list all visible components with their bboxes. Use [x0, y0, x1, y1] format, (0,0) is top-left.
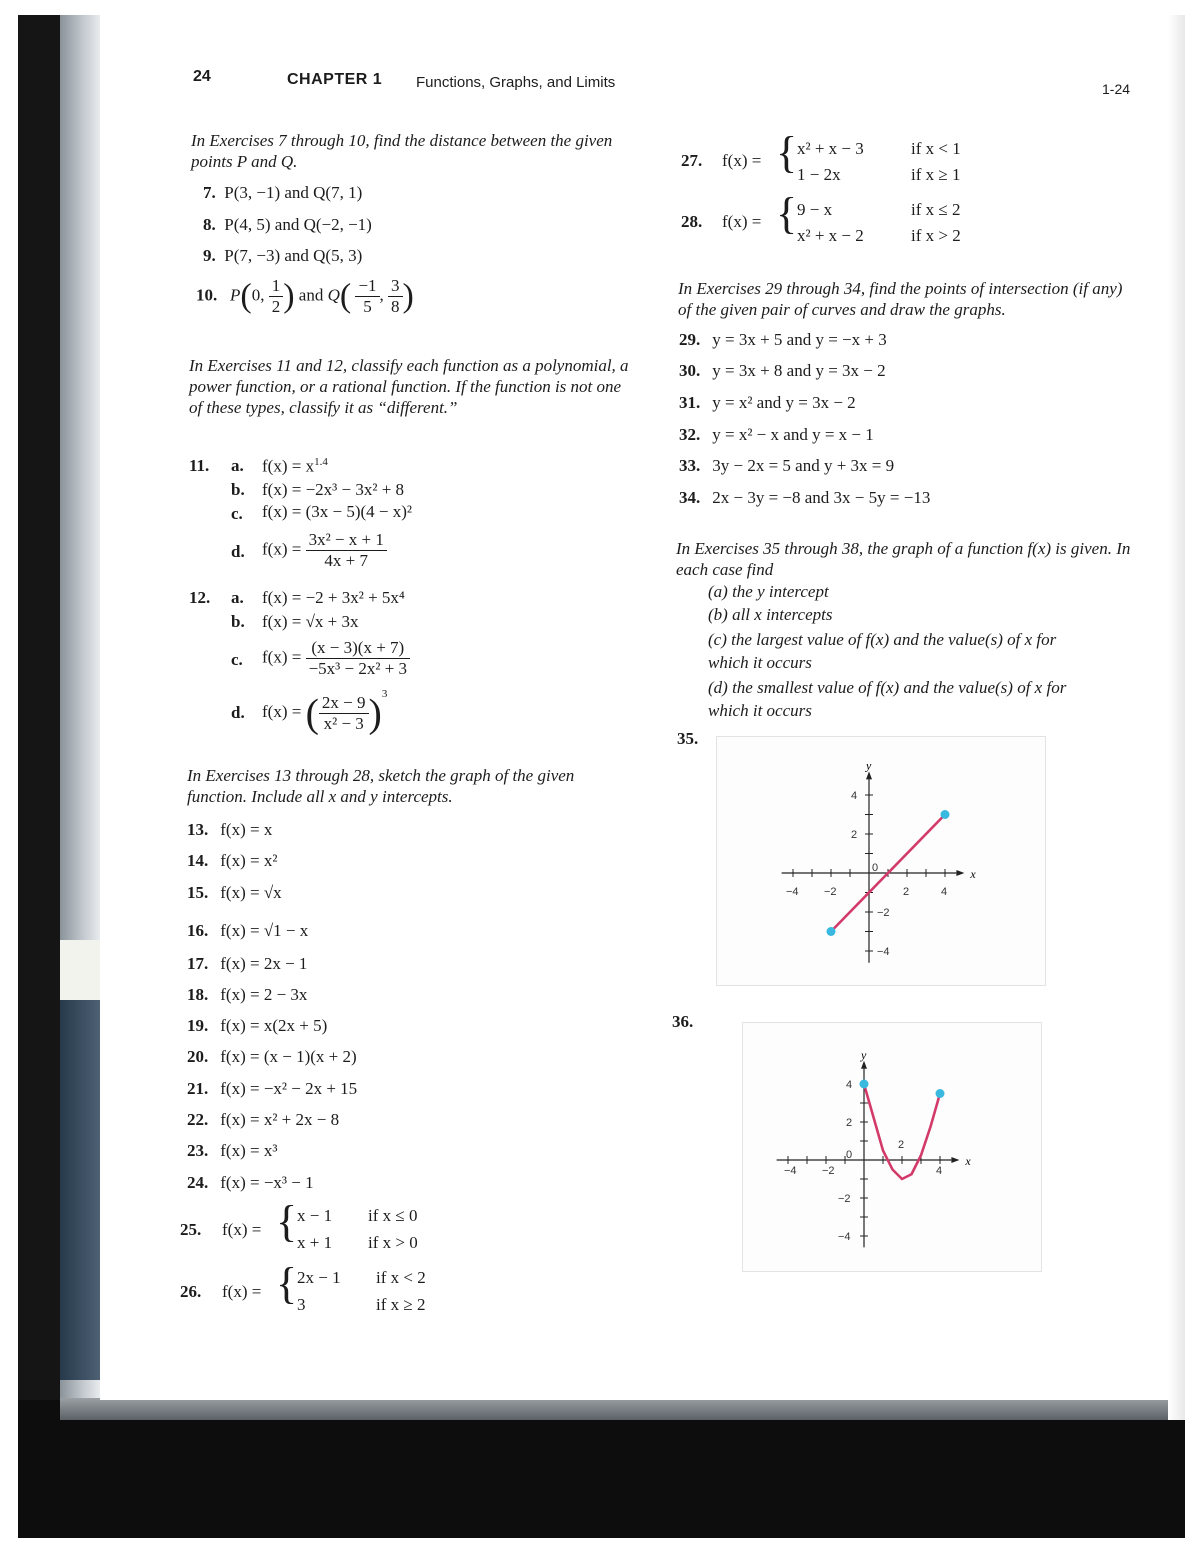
exercise-text: f(x) = (x − 1)(x + 2)	[220, 1047, 357, 1066]
graph-35-frame	[716, 736, 1046, 986]
exercise-12b-label: b.	[231, 612, 245, 631]
exercise-text: f(x) = x	[220, 820, 273, 839]
instruction-part: (c) the largest value of f(x) and the value(s) of x for	[708, 630, 1057, 649]
instruction-part: (a) the y intercept	[708, 582, 829, 601]
exercise-28-cond1: if x ≤ 2	[911, 200, 961, 219]
exercise-8: 8. P(4, 5) and Q(−2, −1)	[203, 215, 372, 234]
exercise-number: 16.	[187, 921, 209, 940]
exercise-number: 19.	[187, 1016, 209, 1035]
page-edge	[1168, 15, 1185, 1420]
instruction-part: which it occurs	[708, 653, 812, 672]
book-spine-highlight	[60, 940, 100, 1000]
y-tick-label: 2	[846, 1117, 853, 1129]
exercise-31	[679, 393, 856, 413]
exercise-number: 34.	[679, 488, 701, 507]
exercise-11c: f(x) = (3x − 5)(4 − x)²	[262, 502, 412, 521]
exercise-25-case1: x − 1	[297, 1206, 333, 1225]
y-tick-label: 0	[872, 862, 879, 874]
y-tick-label: −2	[877, 907, 890, 919]
instruction-part: (d) the smallest value of f(x) and the value(s) of x for	[708, 678, 1067, 697]
exercise-27-case2: 1 − 2x	[797, 165, 841, 184]
exercise-11d-label: d.	[231, 542, 245, 561]
x-axis-label: x	[965, 1154, 971, 1168]
exercise-11b-label: b.	[231, 480, 245, 499]
exercise-26-case2: 3	[297, 1295, 306, 1314]
exercise-26-cond1: if x < 2	[376, 1268, 426, 1287]
exercise-7: 7. P(3, −1) and Q(7, 1)	[203, 183, 363, 202]
chapter-title: Functions, Graphs, and Limits	[416, 74, 616, 91]
exercise-11-number: 11.	[189, 456, 210, 475]
exercise-25-number: 25.	[180, 1220, 202, 1239]
exercise-11a: $f(x) = x^{1.4}$	[262, 456, 328, 476]
exercise-12-number: 12.	[189, 588, 211, 607]
exercise-9: 9. P(7, −3) and Q(5, 3)	[203, 246, 363, 265]
instructions-29-34: In Exercises 29 through 34, find the points of intersection (if any) of the given pair of curves and draw the graphs.	[678, 279, 1123, 319]
exercise-12c: f(x) = $\frac{(x - 3)(x + 7)}{\text{−5x³ − 2x² + 3}}$	[262, 638, 410, 679]
exercise-text: f(x) = 2x − 1	[220, 954, 308, 973]
exercise-28-cond2: if x > 2	[911, 226, 961, 245]
exercise-26-brace: {	[276, 1259, 298, 1308]
scan-margin	[0, 0, 18, 1553]
exercise-27-brace: {	[776, 128, 798, 177]
exercise-number: 22.	[187, 1110, 209, 1129]
exercise-28-lhs: f(x) =	[722, 212, 762, 231]
chapter-label: CHAPTER 1	[287, 71, 383, 88]
exercise-number: 33.	[679, 456, 701, 475]
instructions-35-38: In Exercises 35 through 38, the graph of a function f(x) is given. In each case find	[676, 539, 1131, 579]
endpoint-dot	[860, 1080, 869, 1089]
x-tick-label: −2	[822, 1165, 835, 1177]
exercise-34	[679, 488, 930, 508]
exercise-text: f(x) = x² + 2x − 8	[220, 1110, 340, 1129]
exercise-number: 14.	[187, 851, 209, 870]
exercise-23	[187, 1141, 277, 1161]
exercise-12a: f(x) = −2 + 3x² + 5x⁴	[262, 588, 405, 607]
exercise-12a-label: a.	[231, 588, 244, 607]
exercise-26-lhs: f(x) =	[222, 1282, 262, 1301]
exercise-36-number: 36.	[672, 1012, 694, 1031]
y-tick-label: 4	[846, 1079, 853, 1091]
x-tick-label: 4	[941, 886, 948, 898]
scan-bottom-shadow	[18, 1400, 1185, 1538]
function-curve	[864, 1084, 943, 1179]
exercise-27-lhs: f(x) =	[722, 151, 762, 170]
exercise-text: f(x) = −x³ − 1	[220, 1173, 314, 1192]
exercise-text: f(x) = x(2x + 5)	[220, 1016, 328, 1035]
exercise-text: 3y − 2x = 5 and y + 3x = 9	[712, 456, 895, 475]
exercise-number: 23.	[187, 1141, 209, 1160]
exercise-33	[679, 456, 894, 476]
y-axis-label: y	[866, 758, 872, 773]
exercise-11b: f(x) = −2x³ − 3x² + 8	[262, 480, 405, 499]
y-axis-arrow	[861, 1061, 867, 1069]
exercise-number: 29.	[679, 330, 701, 349]
exercise-text: y = 3x + 5 and y = −x + 3	[712, 330, 887, 349]
x-axis-arrow	[951, 1157, 959, 1163]
exercise-number: 30.	[679, 361, 701, 380]
x-tick-label: −4	[786, 886, 799, 898]
endpoint-dot	[941, 810, 950, 819]
exercise-11d: f(x) = $\frac{\text{3x² − x + 1}}{4x + 7}$	[262, 530, 387, 571]
exercise-number: 24.	[187, 1173, 209, 1192]
exercise-26-number: 26.	[180, 1282, 202, 1301]
exercise-25-cond1: if x ≤ 0	[368, 1206, 418, 1225]
y-axis-label: y	[861, 1047, 867, 1062]
exercise-19	[187, 1016, 327, 1036]
graph-35	[717, 737, 1045, 985]
exercise-12d-label: d.	[231, 703, 245, 722]
exercise-12c-label: c.	[231, 650, 243, 669]
exercise-27-cond2: if x ≥ 1	[911, 165, 961, 184]
exercise-25-lhs: f(x) =	[222, 1220, 262, 1239]
x-tick-label: −4	[784, 1165, 797, 1177]
exercise-12d: f(x) = ( $\frac{2x - 9}{\text{x² − 3}}$ )$^3$	[262, 688, 388, 736]
exercise-16	[187, 921, 308, 941]
endpoint-dot	[936, 1089, 945, 1098]
x-tick-label: 4	[936, 1165, 943, 1177]
scan-shadow	[18, 15, 62, 1445]
exercise-text: f(x) = √1 − x	[220, 921, 309, 940]
exercise-number: 32.	[679, 425, 701, 444]
y-tick-label: −4	[877, 946, 890, 958]
exercise-30	[679, 361, 886, 381]
exercise-28-case2: x² + x − 2	[797, 226, 864, 245]
instructions-13-28: In Exercises 13 through 28, sketch the graph of the given function. Include all x and y intercepts.	[187, 766, 575, 806]
exercise-18	[187, 985, 307, 1005]
exercise-28-number: 28.	[681, 212, 703, 231]
y-tick-label: −2	[838, 1193, 851, 1205]
exercise-number: 18.	[187, 985, 209, 1004]
exercise-text: 2x − 3y = −8 and 3x − 5y = −13	[712, 488, 931, 507]
exercise-number: 31.	[679, 393, 701, 412]
exercise-22	[187, 1110, 339, 1130]
book-bottom-edge	[60, 1398, 1185, 1420]
exercise-35-number: 35.	[677, 729, 699, 748]
exercise-21	[187, 1079, 357, 1099]
exercise-25-brace: {	[276, 1197, 298, 1246]
exercise-27-cond1: if x < 1	[911, 139, 961, 158]
exercise-28-brace: {	[776, 189, 798, 238]
instructions-7-10: In Exercises 7 through 10, find the distance between the given points P and Q.	[191, 131, 613, 171]
exercise-text: y = x² − x and y = x − 1	[712, 425, 874, 444]
exercise-25-cond2: if x > 0	[368, 1233, 418, 1252]
y-tick-label: −4	[838, 1231, 851, 1243]
exercise-text: f(x) = √x	[220, 883, 282, 902]
exercise-11c-label: c.	[231, 504, 243, 523]
exercise-17	[187, 954, 307, 974]
x-tick-label: 0	[846, 1149, 853, 1161]
exercise-number: 15.	[187, 883, 209, 902]
exercise-text: f(x) = 2 − 3x	[220, 985, 308, 1004]
x-tick-label: −2	[824, 886, 837, 898]
x-tick-label: 2	[903, 886, 910, 898]
endpoint-dot	[827, 927, 836, 936]
exercise-26-case1: 2x − 1	[297, 1268, 341, 1287]
instruction-part: (b) all x intercepts	[708, 605, 833, 624]
graph-36	[743, 1023, 1041, 1271]
exercise-15	[187, 883, 282, 903]
instructions-11-12: In Exercises 11 and 12, classify each function as a polynomial, a power function, or a rational function. If the function is not one of these types, classify it as “different.”	[189, 356, 629, 417]
x-axis-arrow	[956, 870, 964, 876]
exercise-number: 13.	[187, 820, 209, 839]
exercise-text: y = x² and y = 3x − 2	[712, 393, 856, 412]
exercise-32	[679, 425, 874, 445]
exercise-25-case2: x + 1	[297, 1233, 333, 1252]
exercise-20	[187, 1047, 357, 1067]
exercise-13	[187, 820, 272, 840]
exercise-11a-label: a.	[231, 456, 244, 475]
instruction-part: which it occurs	[708, 701, 812, 720]
exercise-10: 10. P(0, $\frac{1}{2}$ ) and Q( $\frac{-1}{5}$ , $\frac{3}{8}$ )	[196, 276, 414, 316]
y-tick-label: 4	[851, 790, 858, 802]
exercise-number: 17.	[187, 954, 209, 973]
page-reference: 1-24	[1102, 81, 1131, 97]
page-number: 24	[193, 68, 211, 85]
x-axis-label: x	[970, 867, 976, 881]
exercise-number: 20.	[187, 1047, 209, 1066]
exercise-29	[679, 330, 887, 350]
exercise-27-number: 27.	[681, 151, 703, 170]
exercise-24	[187, 1173, 314, 1193]
y-axis-arrow	[866, 771, 872, 779]
exercise-text: y = 3x + 8 and y = 3x − 2	[712, 361, 886, 380]
exercise-text: f(x) = x²	[220, 851, 278, 870]
y-tick-label: 2	[851, 829, 858, 841]
exercise-28-case1: 9 − x	[797, 200, 833, 219]
x-tick-label: 2	[898, 1139, 905, 1151]
exercise-12b: f(x) = √x + 3x	[262, 612, 359, 631]
exercise-text: f(x) = x³	[220, 1141, 278, 1160]
exercise-26-cond2: if x ≥ 2	[376, 1295, 426, 1314]
graph-36-frame	[742, 1022, 1042, 1272]
exercise-text: f(x) = −x² − 2x + 15	[220, 1079, 358, 1098]
exercise-number: 21.	[187, 1079, 209, 1098]
exercise-27-case1: x² + x − 3	[797, 139, 864, 158]
book-spine-cover	[60, 1000, 100, 1380]
exercise-14	[187, 851, 277, 871]
